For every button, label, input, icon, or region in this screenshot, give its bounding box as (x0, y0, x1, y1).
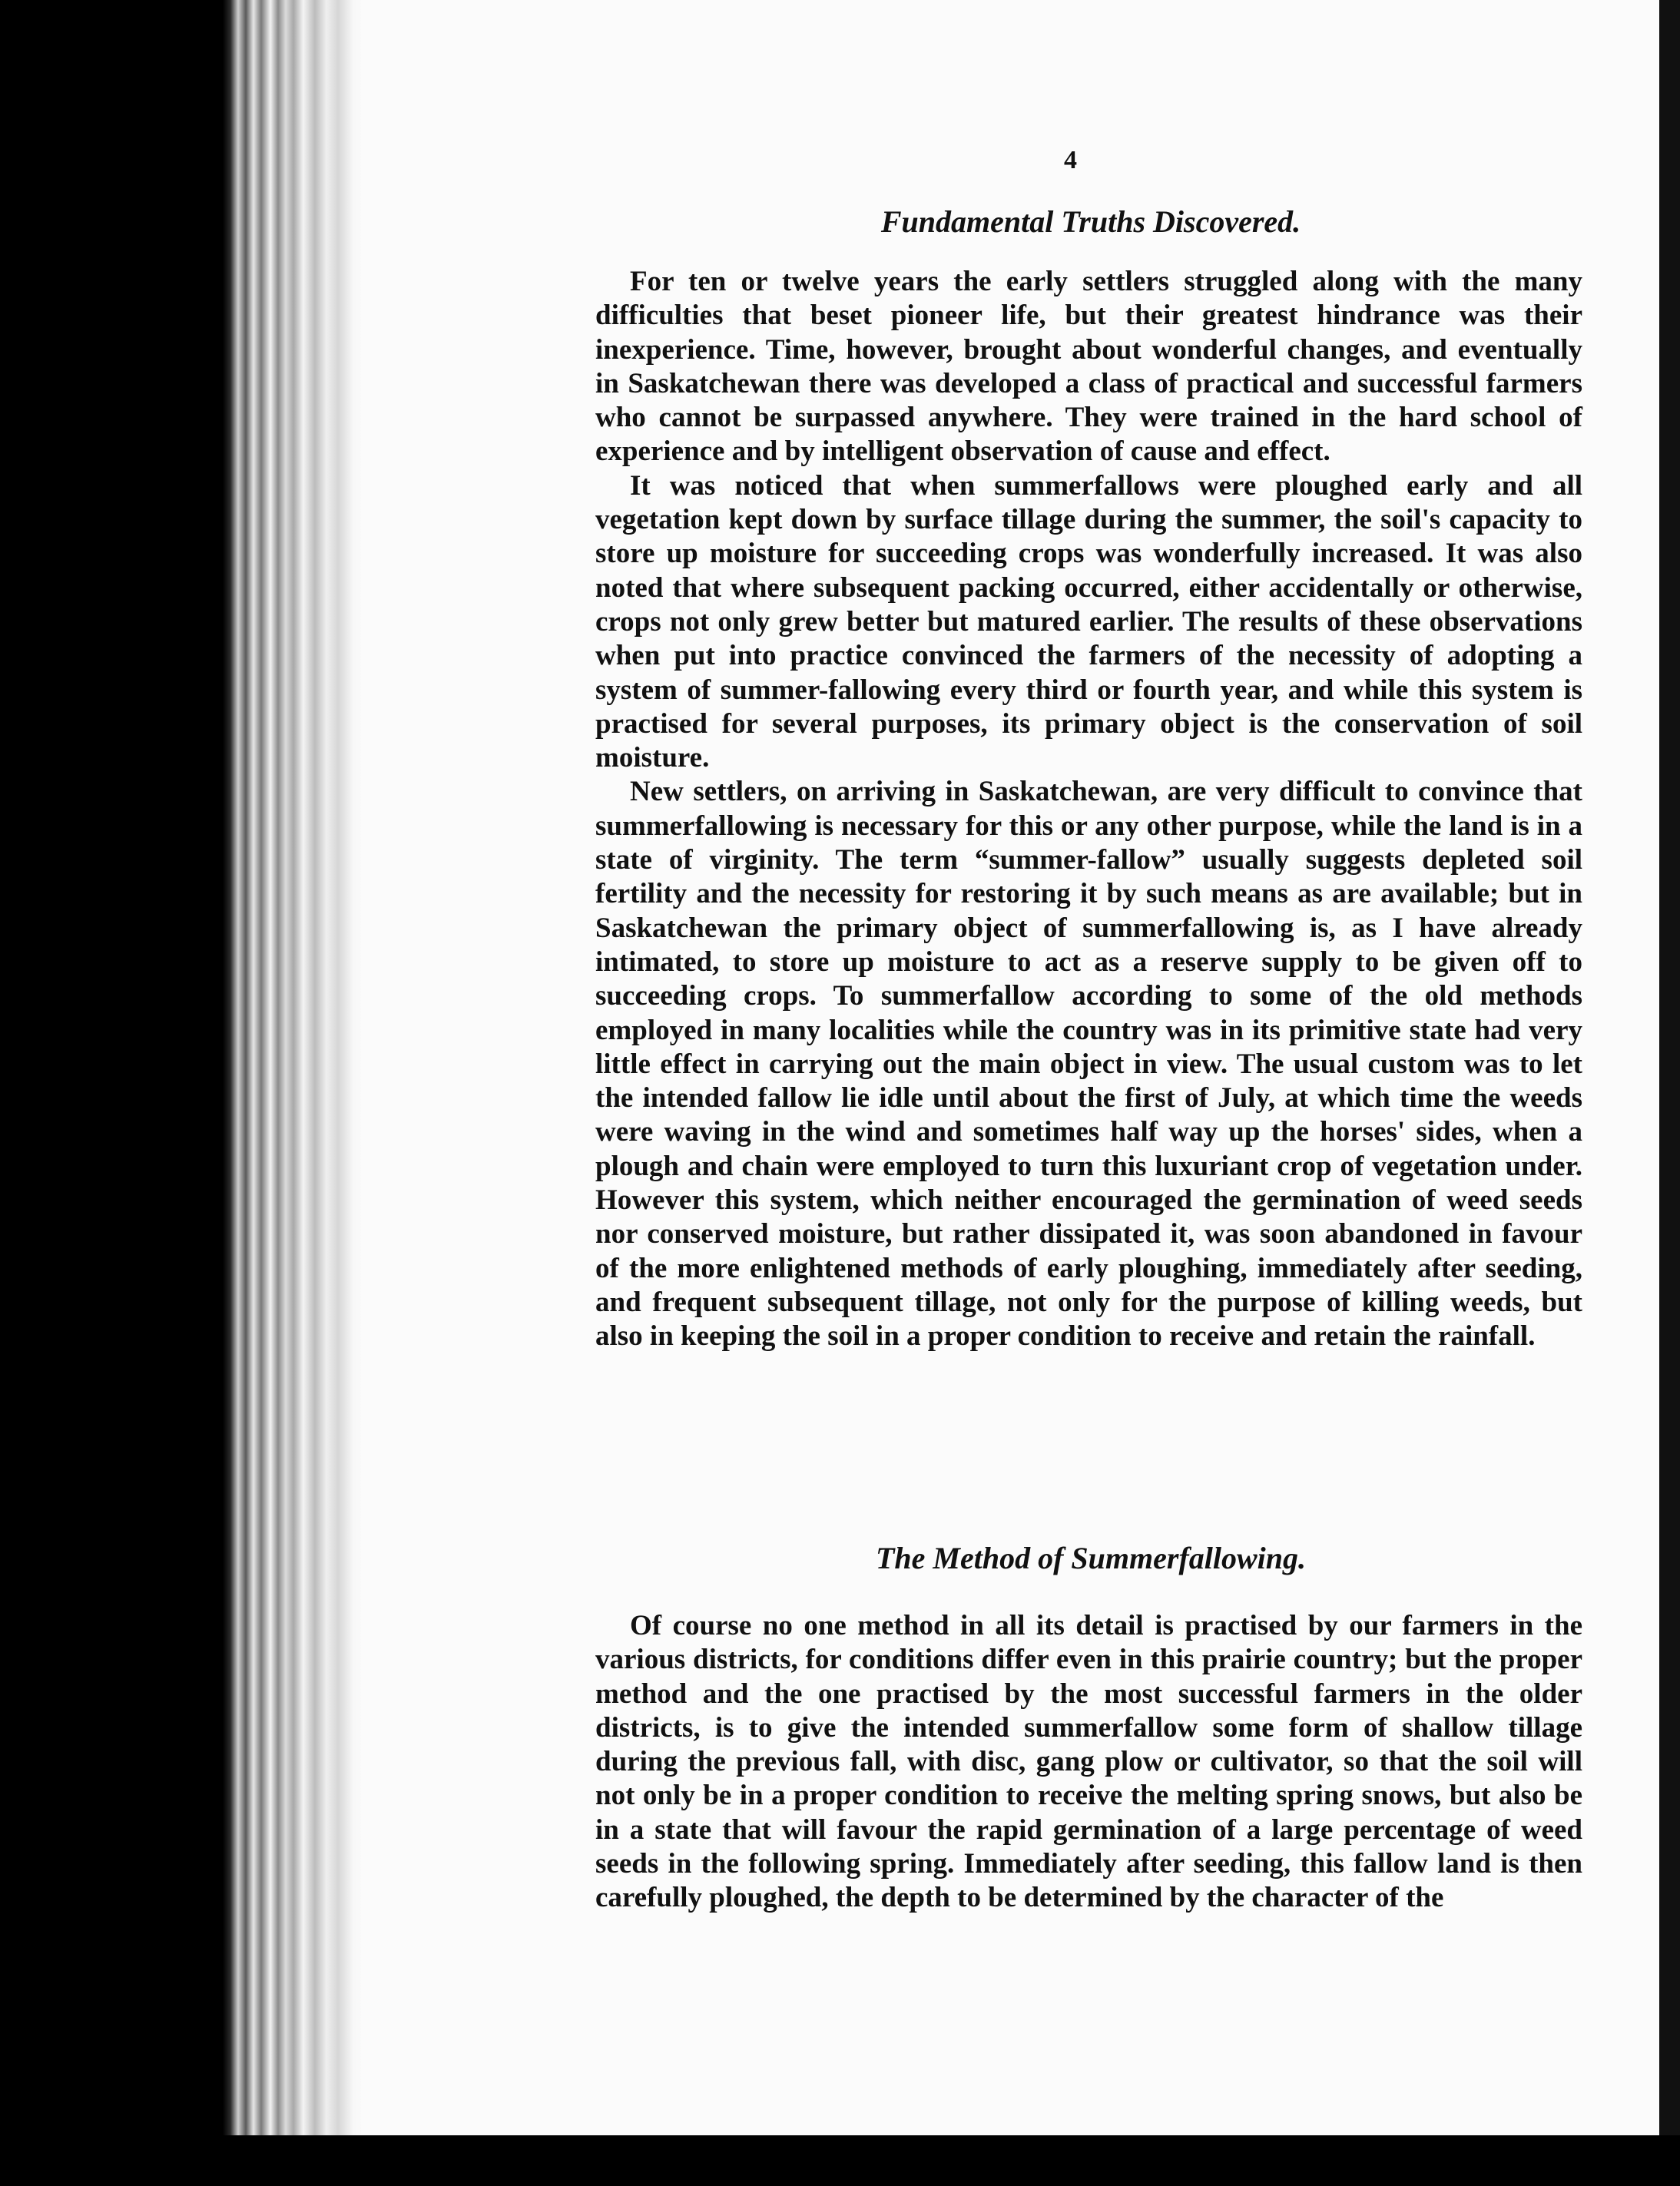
section-body-fundamental-truths (595, 265, 1582, 1354)
section-heading-method-of-summerfallowing: The Method of Summerfallowing. (875, 1541, 1307, 1575)
paragraph: It was noticed that when summerfallows were ploughed early and all vegetation kept down by surface tillage during the summer, the soil's capacity to store up moisture for succeeding crops was wonderfully increased. It was also noted that where subsequent packing occurred, either accidentally or otherwise, crops not only grew better but matured earlier. The results of these observations when put into practice convinced the farmers of the necessity of adopting a system of summer-fallowing every third or fourth year, and while this system is practised for several purposes, its primary object is the conservation of soil moisture. (595, 469, 1582, 774)
page-number: 4 (1064, 146, 1077, 174)
section-body-method-of-summerfallowing (595, 1609, 1582, 1916)
scan-border-bottom (0, 2135, 1680, 2186)
paragraph: Of course no one method in all its detail is practised by our farmers in the various districts, for conditions differ even in this prairie country; but the proper method and the one practised by the most successful farmers in the older districts, is to give the intended summerfallow some form of shallow tillage during the previous fall, with disc, gang plow or cultivator, so that the soil will not only be in a proper condition to receive the melting spring snows, but also be in a state that will favour the rapid germination of a large percentage of weed seeds in the following spring. Immediately after seeding, this fallow land is then carefully ploughed, the depth to be determined by the character of the (595, 1610, 1582, 1914)
scan-border-right (1659, 0, 1680, 2186)
paragraph: New settlers, on arriving in Saskatchewan, are very difficult to convince that summerfallowing is necessary for this or any other purpose, while the land is in a state of virginity. The term “summer-fallow” usually suggests depleted soil fertility and the necessity for restoring it by such means as are available; but in Saskatchewan the primary object of summerfallowing is, as I have already intimated, to store up moisture to act as a reserve supply to be given off to succeeding crops. To summerfallow according to some of the old methods employed in many localities while the country was in its primitive state had very little effect in carrying out the main object in view. The usual custom was to let the intended fallow lie idle until about the first of July, at which time the weeds were waving in the wind and sometimes half way up the horses' sides, when a plough and chain were employed to turn this luxuriant crop of vegetation under. However this system, which neither encouraged the germination of weed seeds nor conserved moisture, but rather dissipated it, was soon abandoned in favour of the more enlightened methods of early ploughing, immediately after seeding, and frequent subsequent tillage, not only for the purpose of killing weeds, but also in keeping the soil in a proper condition to receive and retain the rainfall. (595, 776, 1582, 1353)
paragraph: For ten or twelve years the early settlers struggled along with the many difficulties that beset pioneer life, but their greatest hindrance was their inexperience. Time, however, brought about wonderful changes, and eventually in Saskatchewan there was developed a class of practical and successful farmers who cannot be surpassed anywhere. They were trained in the hard school of experience and by intelligent observation of cause and effect. (595, 266, 1582, 468)
section-heading-fundamental-truths: Fundamental Truths Discovered. (880, 204, 1301, 239)
book-binding-edge (0, 0, 369, 2186)
